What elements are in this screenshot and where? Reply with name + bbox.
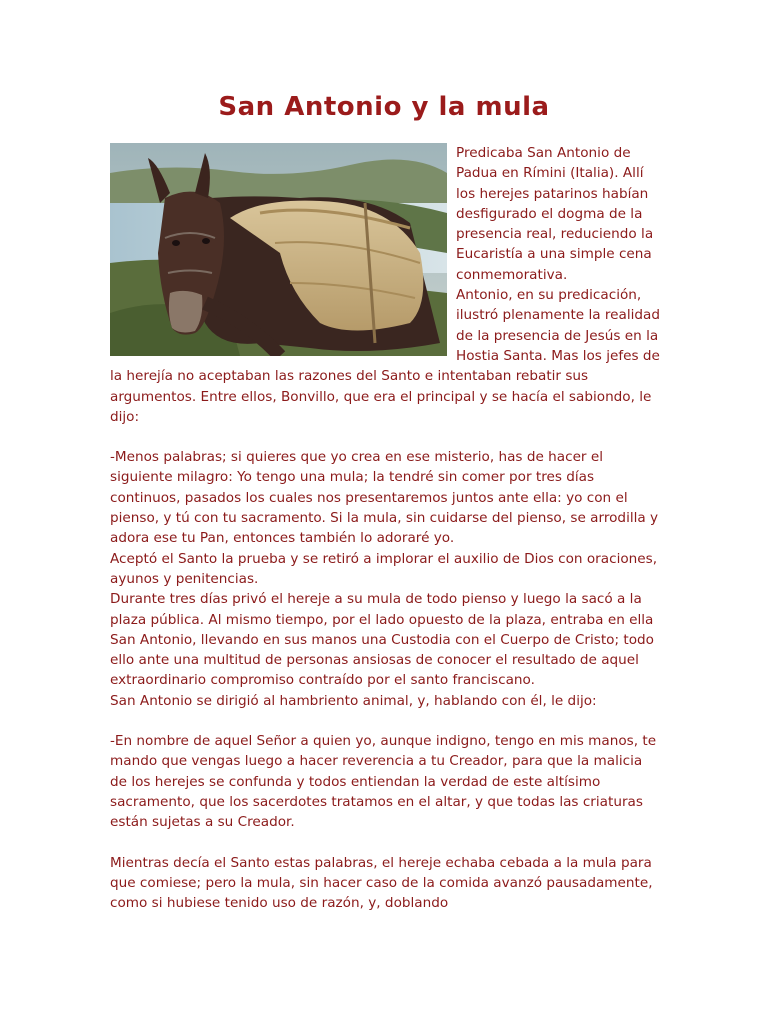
page-title: San Antonio y la mula xyxy=(218,92,550,122)
paragraph-8: Mientras decía el Santo estas palabras, el hereje echaba cebada a la mula para que comiese; pero la mula, sin hacer caso de la comida avanzó pausadamente, como si hubiese tenido uso de razón, y, doblando xyxy=(110,854,653,912)
paragraph-6: San Antonio se dirigió al hambriento animal, y, hablando con él, le dijo: xyxy=(110,692,597,709)
paragraph-4: Aceptó el Santo la prueba y se retiró a implorar el auxilio de Dios con oraciones, ayunos y penitencias. xyxy=(110,550,658,587)
paragraph-5: Durante tres días privó el hereje a su mula de todo pienso y luego la sacó a la plaza pública. Al mismo tiempo, por el lado opuesto de la plaza, entraba en ella San Antonio, llevando en sus manos una Custodia con el Cuerpo de Cristo; todo ello ante una multitud de personas ansiosas de conocer el resultado de aquel extraordinario compromiso contraído por el santo franciscano. xyxy=(110,591,654,689)
paragraph-1: Predicaba San Antonio de Padua en Rímini (Italia). Allí los herejes patarinos habían desfigurado el dogma de la presencia real, reduciendo la Eucaristía a una simple cena conmemorativa. xyxy=(456,145,654,283)
image-wrap-space xyxy=(110,143,456,359)
paragraph-2: Antonio, en su predicación, ilustró plenamente la realidad de la presencia de Jesús en la Hostia Santa. Mas los jefes de la herejía no aceptaban las razones del Santo e intentaban rebatir sus argumentos. Entre ellos, Bonvillo, que era el principal y se hacía el sabiondo, le dijo: xyxy=(110,287,661,425)
paragraph-7: -En nombre de aquel Señor a quien yo, aunque indigno, tengo en mis manos, te mando que vengas luego a hacer reverencia a tu Creador, para que la malicia de los herejes se confunda y todos entiendan la verdad de este altísimo sacramento, que los sacerdotes tratamos en el altar, y que todas las criaturas están sujetas a su Creador. xyxy=(110,733,657,831)
article-body xyxy=(110,143,660,913)
paragraph-3: -Menos palabras; si quieres que yo crea en ese misterio, has de hacer el siguiente milagro: Yo tengo una mula; la tendré sin comer por tres días continuos, pasados los cuales nos presentaremos juntos ante ella: yo con el pienso, y tú con tu sacramento. Si la mula, sin cuidarse del pienso, se arrodilla y adora ese tu Pan, entonces también lo adoraré yo. xyxy=(110,449,659,547)
